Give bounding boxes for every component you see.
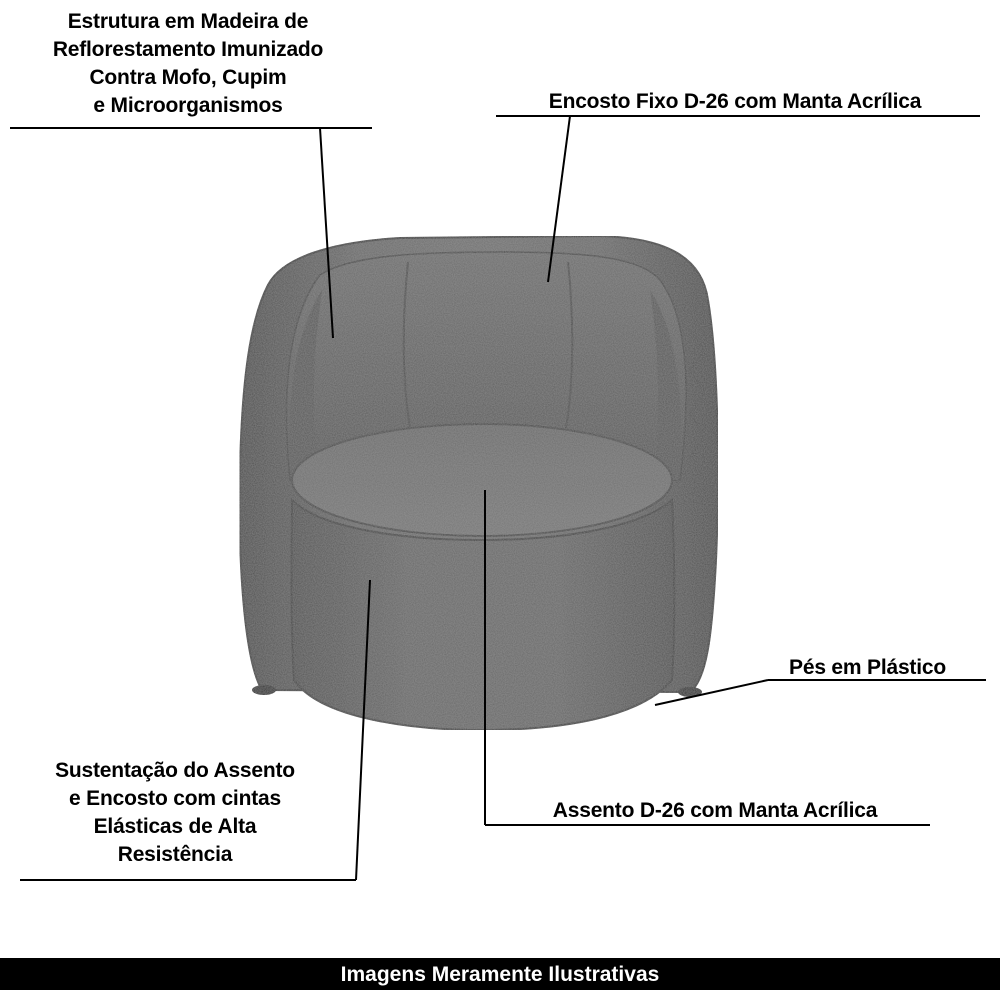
- armchair-seat-top: [292, 424, 672, 536]
- backrest-annotation: [500, 88, 970, 116]
- structure-annotation-line: Estrutura em Madeira de: [67, 10, 309, 33]
- backrest-annotation-line: Encosto Fixo D-26 com Manta Acrílica: [548, 90, 922, 113]
- support-annotation-line: e Encosto com cintas: [69, 787, 281, 810]
- structure-annotation-line: Contra Mofo, Cupim: [89, 66, 287, 89]
- feet-annotation: [760, 654, 975, 682]
- armchair: [240, 236, 718, 730]
- support-annotation: [20, 757, 330, 869]
- structure-annotation-line: e Microorganismos: [93, 94, 283, 117]
- support-annotation-line: Elásticas de Alta: [93, 815, 257, 838]
- feet-annotation-line: Pés em Plástico: [789, 656, 946, 679]
- seat-annotation: [500, 797, 930, 825]
- disclaimer-text: Imagens Meramente Ilustrativas: [340, 963, 660, 986]
- seat-annotation-line: Assento D-26 com Manta Acrílica: [552, 799, 878, 822]
- disclaimer-footer: [0, 958, 1000, 990]
- support-annotation-line: Resistência: [117, 843, 233, 866]
- structure-annotation-line: Reflorestamento Imunizado: [52, 38, 324, 61]
- structure-annotation: [18, 8, 358, 120]
- support-annotation-line: Sustentação do Assento: [55, 759, 295, 782]
